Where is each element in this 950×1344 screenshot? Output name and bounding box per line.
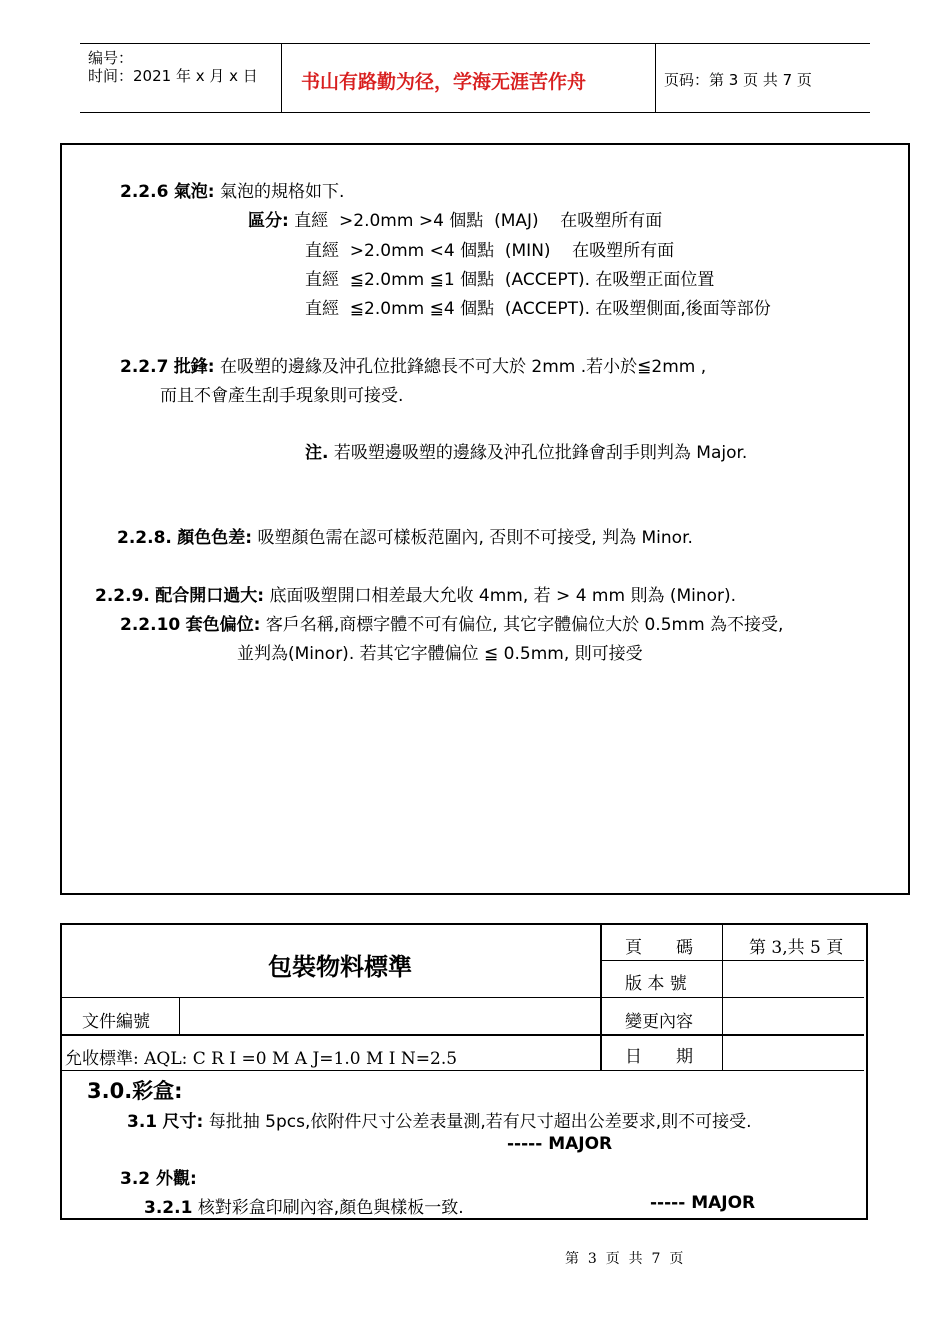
section-321-num: 3.2.1 [144, 1198, 193, 1218]
section-2210-text: 客戶名稱,商標字體不可有偏位, 其它字體偏位大於 0.5mm 為不接受, [265, 615, 784, 635]
section-31-line [127, 1107, 752, 1132]
header-divider [281, 44, 282, 112]
table-rule [722, 925, 723, 1071]
form-doc-no-label: 文件編號 [82, 1012, 150, 1032]
section-226-text: 氣泡的規格如下. [220, 182, 345, 202]
section-227-title: 批鋒: [173, 357, 215, 377]
section-228-num: 2.2.8. [117, 528, 172, 548]
section-229-line [95, 581, 736, 606]
form-version-label: 版 本 號 [625, 974, 687, 994]
section-227-note-text: 若吸塑邊吸塑的邊緣及沖孔位批鋒會刮手則判為 Major. [333, 443, 748, 463]
table-rule [600, 960, 864, 961]
section-226-row: 直經 >2.0mm >4 個點 (MAJ) 在吸塑所有面 [294, 211, 663, 231]
form-change-label: 變更內容 [625, 1012, 693, 1032]
section-229-num: 2.2.9. [95, 586, 150, 606]
section-226-row: 直經 >2.0mm <4 個點 (MIN) 在吸塑所有面 [305, 241, 675, 261]
header-motto: 书山有路勤为径，学海无涯苦作舟 [301, 71, 587, 93]
section-228-title: 顏色色差: [177, 528, 253, 548]
page-footer: 第 3 页 共 7 页 [565, 1251, 684, 1267]
section-31-title: 尺寸: [162, 1112, 204, 1132]
section-227-text-cont: 而且不會產生刮手現象則可接受. [160, 386, 404, 406]
header-page-code: 页码：第 3 页 共 7 页 [664, 71, 812, 89]
section-229-text: 底面吸塑開口相差最大允收 4mm, 若 > 4 mm 則為 (Minor). [269, 586, 737, 606]
section-321-text: 核對彩盒印刷內容,顏色與樣板一致. [197, 1198, 464, 1218]
section-226-title: 氣泡: [173, 182, 215, 202]
section-228-line [117, 523, 693, 548]
form-title: 包裝物料標準 [268, 952, 412, 981]
form-page-label: 頁 碼 [625, 938, 693, 958]
section-321-line [144, 1193, 464, 1218]
section-228-text: 吸塑顏色需在認可樣板范圍內, 否則不可接受, 判為 Minor. [257, 528, 693, 548]
section-229-title: 配合開口過大: [155, 586, 265, 606]
section-227-num: 2.2.7 [120, 357, 169, 377]
table-rule [62, 997, 864, 998]
table-rule [62, 1070, 864, 1071]
form-date-label: 日 期 [625, 1047, 693, 1067]
form-aql-text: 允收標準: AQL: C R I =0 M A J=1.0 M I N=2.5 [65, 1049, 458, 1069]
section-226-row: 直經 ≦2.0mm ≦4 個點 (ACCEPT). 在吸塑側面,後面等部份 [305, 299, 771, 319]
section-226-line [120, 177, 344, 202]
section-226-num: 2.2.6 [120, 182, 169, 202]
section-30-heading: 3.0.彩盒: [87, 1079, 183, 1103]
section-227-note [305, 438, 747, 463]
section-2210-num: 2.2.10 [120, 615, 181, 635]
section-226-zone-label: 區分: [248, 211, 289, 231]
header-divider [655, 44, 656, 112]
header-time-label: 时间：2021 年 x 月 x 日 [88, 67, 258, 85]
table-rule [600, 925, 602, 1071]
section-31-grade: ----- MAJOR [507, 1134, 613, 1154]
table-rule [179, 998, 180, 1035]
section-31-text: 每批抽 5pcs,依附件尺寸公差表量測,若有尺寸超出公差要求,則不可接受. [208, 1112, 752, 1132]
table-rule [62, 1034, 864, 1036]
section-32-heading: 3.2 外觀: [120, 1169, 197, 1189]
header-number-label: 编号： [88, 49, 134, 67]
section-2210-text-cont: 並判為(Minor). 若其它字體偏位 ≦ 0.5mm, 則可接受 [237, 644, 643, 664]
form-page-value: 第 3,共 5 頁 [749, 938, 844, 958]
section-2210-line [120, 610, 783, 635]
section-227-note-label: 注. [305, 443, 329, 463]
section-227-text: 在吸塑的邊緣及沖孔位批鋒總長不可大於 2mm .若小於≦2mm , [220, 357, 707, 377]
section-31-num: 3.1 [127, 1112, 158, 1132]
section-226-row: 直經 ≦2.0mm ≦1 個點 (ACCEPT). 在吸塑正面位置 [305, 270, 715, 290]
section-321-grade: ----- MAJOR [650, 1193, 756, 1213]
section-227-line [120, 352, 706, 377]
section-226-zone-line [248, 206, 662, 231]
section-2210-title: 套色偏位: [185, 615, 261, 635]
